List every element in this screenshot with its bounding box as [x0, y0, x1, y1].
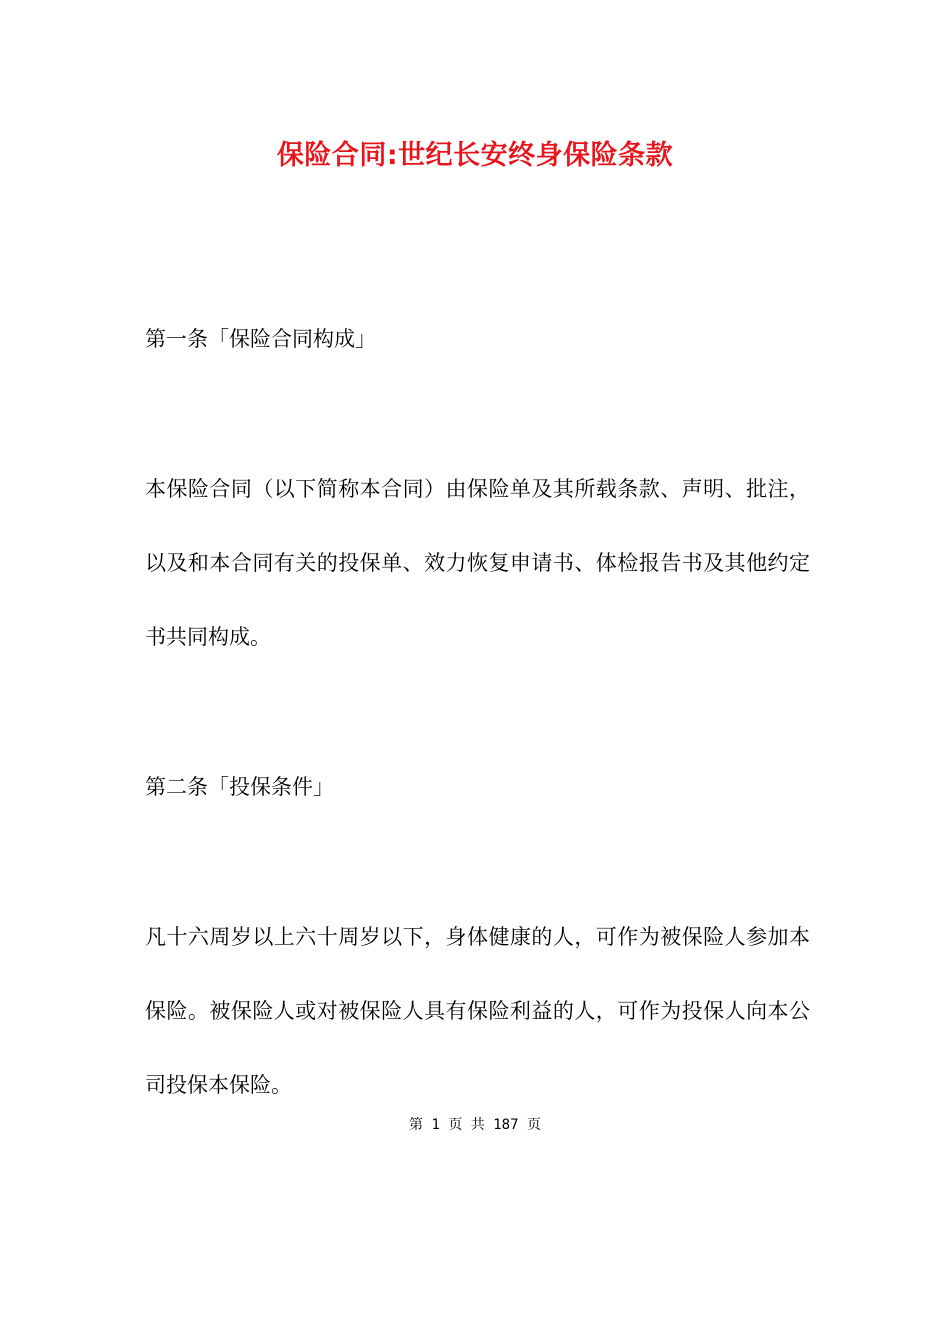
- footer-suffix: 页: [526, 1117, 541, 1133]
- document-title: 保险合同:世纪长安终身保险条款: [276, 140, 674, 171]
- section-heading-2: 第二条「投保条件」: [145, 775, 334, 799]
- page-footer: [0, 1114, 950, 1134]
- section-body-1: 本保险合同（以下简称本合同）由保险单及其所载条款、声明、批注，以及和本合同有关的投保单、效力恢复申请书、体检报告书及其他约定书共同构成。: [145, 477, 810, 649]
- footer-current-page: 1: [431, 1117, 440, 1133]
- footer-total-pages: 187: [493, 1117, 519, 1133]
- section-heading-1: 第一条「保险合同构成」: [145, 327, 376, 351]
- section-body-2: 凡十六周岁以上六十周岁以下，身体健康的人，可作为被保险人参加本保险。被保险人或对被保险人具有保险利益的人，可作为投保人向本公司投保本保险。: [145, 925, 810, 1097]
- footer-prefix: 第: [409, 1117, 424, 1133]
- footer-middle: 页 共: [448, 1117, 485, 1133]
